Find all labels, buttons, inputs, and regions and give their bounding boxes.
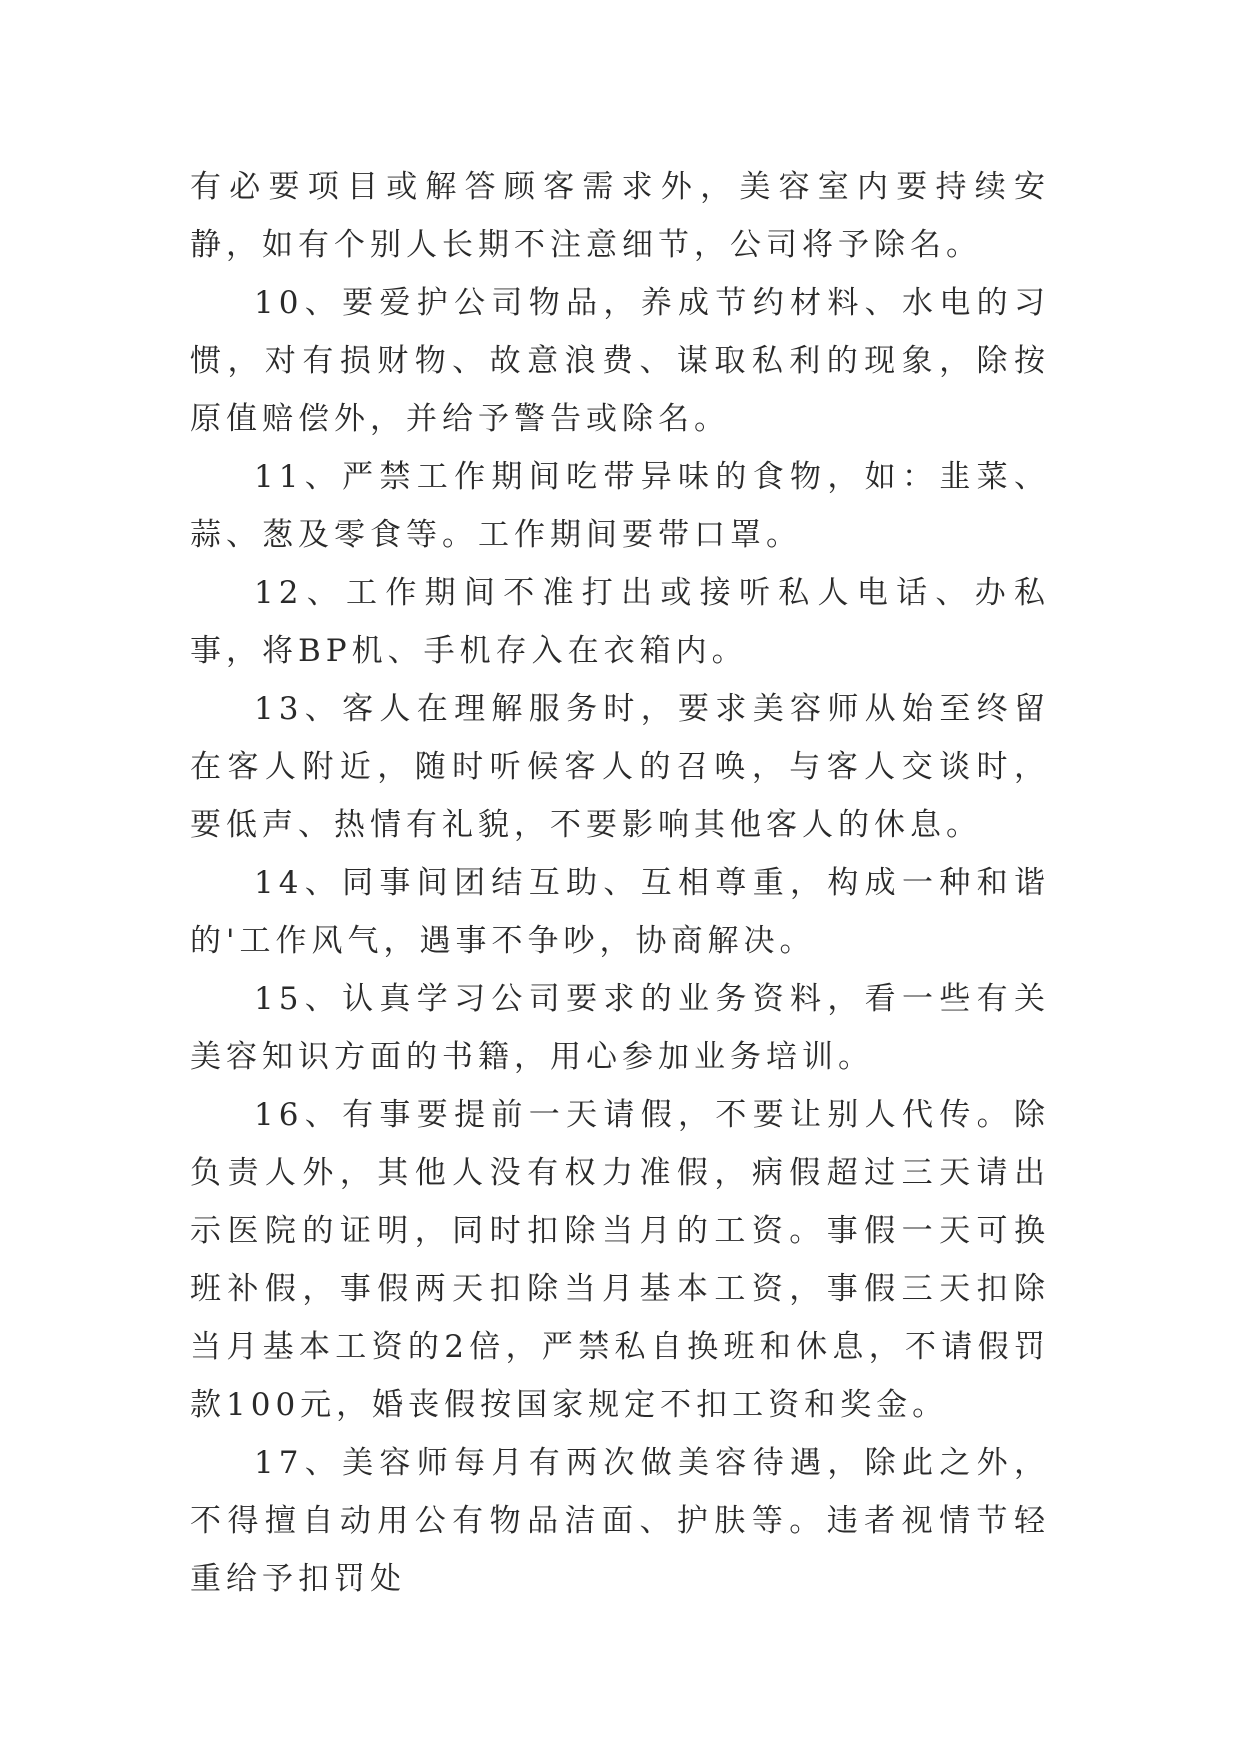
paragraph-rule-15: 15、认真学习公司要求的业务资料，看一些有关美容知识方面的书籍，用心参加业务培训。 [190,981,1050,1075]
paragraph-rule-16: 16、有事要提前一天请假，不要让别人代传。除负责人外，其他人没有权力准假，病假超过三天请出示医院的证明，同时扣除当月的工资。事假一天可换班补假，事假两天扣除当月基本工资，事假三天扣除当月基本工资的2倍，严禁私自换班和休息，不请假罚款100元，婚丧假按国家规定不扣工资和奖金。 [190,1097,1050,1423]
document-body [190,158,1050,1608]
paragraph-rule-14: 14、同事间团结互助、互相尊重，构成一种和谐的'工作风气，遇事不争吵，协商解决。 [190,865,1050,959]
paragraph-rule-13: 13、客人在理解服务时，要求美容师从始至终留在客人附近，随时听候客人的召唤，与客人交谈时，要低声、热情有礼貌，不要影响其他客人的休息。 [190,691,1050,843]
paragraph-rule-12: 12、工作期间不准打出或接听私人电话、办私事，将BP机、手机存入在衣箱内。 [190,575,1050,669]
paragraph-rule-17: 17、美容师每月有两次做美容待遇，除此之外，不得擅自动用公有物品洁面、护肤等。违者视情节轻重给予扣罚处 [190,1445,1050,1597]
paragraph-rule-11: 11、严禁工作期间吃带异味的食物，如：韭菜、蒜、葱及零食等。工作期间要带口罩。 [190,459,1050,553]
paragraph-rule-10: 10、要爱护公司物品，养成节约材料、水电的习惯，对有损财物、故意浪费、谋取私利的现象，除按原值赔偿外，并给予警告或除名。 [190,285,1050,437]
paragraph-continuation: 有必要项目或解答顾客需求外，美容室内要持续安静，如有个别人长期不注意细节，公司将予除名。 [190,169,1050,263]
